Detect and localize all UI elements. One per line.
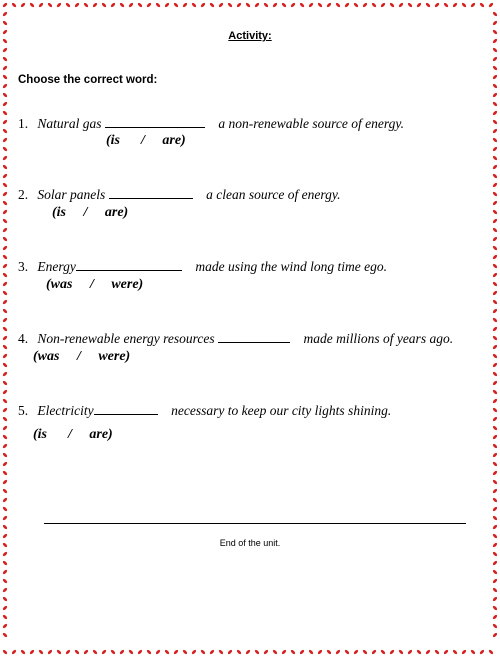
border-mark (492, 461, 498, 467)
border-mark (492, 245, 498, 251)
border-mark (155, 2, 161, 8)
border-mark (92, 649, 98, 655)
border-mark (236, 2, 242, 8)
border-mark (492, 587, 498, 593)
border-mark (2, 524, 8, 530)
question-text-before: Energy (37, 259, 76, 274)
border-mark (492, 551, 498, 557)
border-mark (470, 2, 476, 8)
border-mark (191, 2, 197, 8)
border-mark (2, 110, 8, 116)
border-mark (2, 146, 8, 152)
border-mark (479, 649, 485, 655)
border-mark (2, 506, 8, 512)
border-mark (492, 47, 498, 53)
border-mark (492, 281, 498, 287)
border-mark (2, 209, 8, 215)
border-mark (434, 649, 440, 655)
border-mark (492, 92, 498, 98)
answer-options: (was / were) (46, 277, 144, 292)
border-mark (56, 649, 62, 655)
answer-options: (was / were) (33, 349, 131, 364)
border-mark (2, 551, 8, 557)
border-mark (2, 344, 8, 350)
border-mark (2, 254, 8, 260)
border-mark (492, 299, 498, 305)
border-mark (362, 2, 368, 8)
border-mark (443, 649, 449, 655)
border-mark (2, 497, 8, 503)
border-mark (488, 649, 494, 655)
border-mark (492, 596, 498, 602)
border-mark (173, 2, 179, 8)
border-mark (389, 2, 395, 8)
border-mark (326, 2, 332, 8)
border-mark (2, 649, 8, 655)
answer-blank[interactable] (94, 404, 158, 415)
border-mark (362, 649, 368, 655)
border-mark (326, 649, 332, 655)
border-mark (353, 649, 359, 655)
border-mark (470, 649, 476, 655)
border-mark (353, 2, 359, 8)
border-mark (119, 649, 125, 655)
border-mark (425, 649, 431, 655)
border-mark (2, 443, 8, 449)
border-mark (2, 434, 8, 440)
border-mark (2, 245, 8, 251)
border-mark (492, 488, 498, 494)
border-mark (2, 317, 8, 323)
border-mark (2, 137, 8, 143)
border-mark (2, 11, 8, 17)
border-mark (492, 146, 498, 152)
border-mark (2, 47, 8, 53)
border-mark (492, 173, 498, 179)
border-mark (74, 649, 80, 655)
border-mark (2, 281, 8, 287)
border-mark (492, 101, 498, 107)
border-mark (492, 56, 498, 62)
border-mark (2, 92, 8, 98)
border-mark (272, 649, 278, 655)
border-mark (335, 2, 341, 8)
border-mark (492, 425, 498, 431)
question-2 (18, 187, 340, 203)
border-mark (371, 649, 377, 655)
border-mark (2, 596, 8, 602)
border-mark (492, 227, 498, 233)
border-mark (2, 353, 8, 359)
border-mark (2, 218, 8, 224)
question-5 (18, 403, 391, 419)
border-mark (218, 649, 224, 655)
border-mark (2, 308, 8, 314)
border-mark (492, 632, 498, 638)
question-text-before: Natural gas (37, 116, 102, 131)
border-mark (492, 137, 498, 143)
border-mark (492, 389, 498, 395)
border-mark (2, 416, 8, 422)
question-text-after: a clean source of energy. (206, 187, 341, 202)
question-text-before: Non-renewable energy resources (37, 331, 215, 346)
border-mark (492, 74, 498, 80)
border-mark (2, 614, 8, 620)
border-mark (2, 200, 8, 206)
border-mark (492, 191, 498, 197)
border-mark (492, 209, 498, 215)
border-mark (2, 119, 8, 125)
activity-title: Activity: (228, 30, 272, 42)
border-mark (407, 2, 413, 8)
border-mark (2, 605, 8, 611)
border-mark (2, 128, 8, 134)
border-mark (29, 649, 35, 655)
question-number: 2. (18, 187, 29, 202)
border-mark (38, 2, 44, 8)
border-mark (2, 227, 8, 233)
border-mark (2, 479, 8, 485)
border-mark (218, 2, 224, 8)
question-text-before: Solar panels (37, 187, 106, 202)
border-mark (2, 380, 8, 386)
end-divider (44, 523, 466, 524)
border-mark (380, 649, 386, 655)
border-mark (492, 317, 498, 323)
border-mark (492, 605, 498, 611)
border-mark (492, 11, 498, 17)
border-mark (182, 2, 188, 8)
question-number: 3. (18, 259, 29, 274)
answer-blank[interactable] (76, 260, 182, 271)
border-mark (443, 2, 449, 8)
border-mark (146, 649, 152, 655)
border-mark (492, 236, 498, 242)
border-mark (492, 119, 498, 125)
border-mark (492, 263, 498, 269)
border-mark (164, 2, 170, 8)
border-mark (245, 649, 251, 655)
border-mark (2, 371, 8, 377)
border-mark (492, 380, 498, 386)
border-mark (281, 649, 287, 655)
border-mark (492, 479, 498, 485)
border-mark (416, 649, 422, 655)
border-mark (488, 2, 494, 8)
border-mark (492, 623, 498, 629)
border-mark (155, 649, 161, 655)
border-mark (128, 2, 134, 8)
border-mark (479, 2, 485, 8)
border-mark (200, 649, 206, 655)
border-mark (2, 398, 8, 404)
border-mark (492, 443, 498, 449)
border-mark (2, 173, 8, 179)
answer-blank[interactable] (218, 332, 290, 343)
border-mark (173, 649, 179, 655)
border-mark (29, 2, 35, 8)
question-3 (18, 259, 387, 275)
border-mark (2, 83, 8, 89)
border-mark (492, 272, 498, 278)
border-mark (2, 425, 8, 431)
border-mark (20, 649, 26, 655)
border-mark (492, 398, 498, 404)
question-1 (18, 116, 404, 132)
question-number: 1. (18, 116, 29, 131)
border-mark (92, 2, 98, 8)
question-number: 4. (18, 331, 29, 346)
border-mark (2, 272, 8, 278)
border-mark (2, 488, 8, 494)
border-mark (2, 326, 8, 332)
border-mark (492, 524, 498, 530)
border-mark (308, 2, 314, 8)
border-mark (492, 515, 498, 521)
border-mark (2, 236, 8, 242)
border-mark (492, 290, 498, 296)
border-mark (492, 560, 498, 566)
border-mark (2, 263, 8, 269)
border-mark (2, 299, 8, 305)
border-mark (371, 2, 377, 8)
border-mark (2, 560, 8, 566)
border-mark (110, 2, 116, 8)
border-mark (2, 56, 8, 62)
border-mark (263, 649, 269, 655)
answer-blank[interactable] (105, 117, 205, 128)
question-text-after: a non-renewable source of energy. (218, 116, 404, 131)
border-mark (254, 2, 260, 8)
border-mark (2, 452, 8, 458)
border-mark (380, 2, 386, 8)
border-mark (389, 649, 395, 655)
border-mark (492, 416, 498, 422)
border-mark (425, 2, 431, 8)
border-mark (182, 649, 188, 655)
border-mark (398, 2, 404, 8)
border-mark (137, 649, 143, 655)
border-mark (2, 65, 8, 71)
border-mark (2, 335, 8, 341)
border-mark (344, 2, 350, 8)
border-mark (11, 649, 17, 655)
border-mark (492, 497, 498, 503)
border-mark (492, 335, 498, 341)
border-mark (110, 649, 116, 655)
border-mark (2, 191, 8, 197)
border-mark (56, 2, 62, 8)
border-mark (492, 362, 498, 368)
border-mark (2, 407, 8, 413)
border-mark (2, 569, 8, 575)
border-mark (101, 2, 107, 8)
border-mark (2, 632, 8, 638)
border-mark (2, 155, 8, 161)
border-mark (492, 344, 498, 350)
border-mark (74, 2, 80, 8)
answer-blank[interactable] (109, 188, 193, 199)
border-mark (492, 452, 498, 458)
border-mark (335, 649, 341, 655)
border-mark (398, 649, 404, 655)
border-mark (38, 649, 44, 655)
border-mark (2, 362, 8, 368)
border-mark (2, 470, 8, 476)
border-mark (492, 470, 498, 476)
answer-options: (is / are) (52, 205, 129, 220)
border-mark (272, 2, 278, 8)
border-mark (2, 164, 8, 170)
border-mark (452, 649, 458, 655)
border-mark (245, 2, 251, 8)
instruction: Choose the correct word: (18, 74, 158, 86)
border-mark (492, 578, 498, 584)
border-mark (492, 182, 498, 188)
border-mark (128, 649, 134, 655)
border-mark (2, 461, 8, 467)
border-mark (492, 218, 498, 224)
border-mark (492, 128, 498, 134)
border-mark (263, 2, 269, 8)
border-mark (146, 2, 152, 8)
border-mark (452, 2, 458, 8)
border-mark (65, 2, 71, 8)
border-mark (492, 164, 498, 170)
border-mark (20, 2, 26, 8)
border-mark (492, 353, 498, 359)
border-mark (209, 649, 215, 655)
border-mark (47, 649, 53, 655)
border-mark (191, 649, 197, 655)
border-mark (2, 182, 8, 188)
border-mark (11, 2, 17, 8)
border-mark (65, 649, 71, 655)
border-mark (83, 649, 89, 655)
border-mark (101, 649, 107, 655)
border-mark (492, 407, 498, 413)
question-text-after: necessary to keep our city lights shining. (171, 403, 392, 418)
border-mark (2, 74, 8, 80)
border-mark (2, 101, 8, 107)
border-mark (137, 2, 143, 8)
border-mark (227, 2, 233, 8)
border-mark (83, 2, 89, 8)
border-mark (407, 649, 413, 655)
border-mark (492, 110, 498, 116)
border-mark (281, 2, 287, 8)
border-mark (254, 649, 260, 655)
border-mark (492, 434, 498, 440)
border-mark (2, 20, 8, 26)
border-mark (164, 649, 170, 655)
answer-options: (is / are) (33, 427, 113, 442)
border-mark (227, 649, 233, 655)
border-mark (492, 254, 498, 260)
question-4 (18, 331, 453, 347)
border-mark (492, 83, 498, 89)
border-mark (492, 65, 498, 71)
border-mark (200, 2, 206, 8)
border-mark (492, 20, 498, 26)
border-mark (416, 2, 422, 8)
border-mark (492, 506, 498, 512)
question-text-before: Electricity (37, 403, 94, 418)
border-mark (2, 578, 8, 584)
border-mark (461, 2, 467, 8)
border-mark (209, 2, 215, 8)
border-mark (344, 649, 350, 655)
question-text-after: made millions of years ago. (303, 331, 454, 346)
border-mark (461, 649, 467, 655)
border-mark (47, 2, 53, 8)
answer-options: (is / are) (106, 133, 186, 148)
border-mark (2, 290, 8, 296)
border-mark (317, 649, 323, 655)
question-text-after: made using the wind long time ego. (195, 259, 387, 274)
border-mark (308, 649, 314, 655)
border-mark (492, 614, 498, 620)
border-mark (119, 2, 125, 8)
border-mark (2, 515, 8, 521)
question-number: 5. (18, 403, 29, 418)
border-mark (492, 326, 498, 332)
border-mark (2, 389, 8, 395)
border-mark (299, 649, 305, 655)
border-mark (2, 587, 8, 593)
border-mark (492, 155, 498, 161)
border-mark (2, 623, 8, 629)
border-mark (2, 2, 8, 8)
border-mark (492, 371, 498, 377)
end-of-unit-text: End of the unit. (219, 538, 281, 548)
border-mark (236, 649, 242, 655)
border-mark (317, 2, 323, 8)
border-mark (492, 569, 498, 575)
border-mark (290, 649, 296, 655)
border-mark (492, 200, 498, 206)
border-mark (492, 308, 498, 314)
border-mark (299, 2, 305, 8)
border-mark (434, 2, 440, 8)
border-mark (290, 2, 296, 8)
